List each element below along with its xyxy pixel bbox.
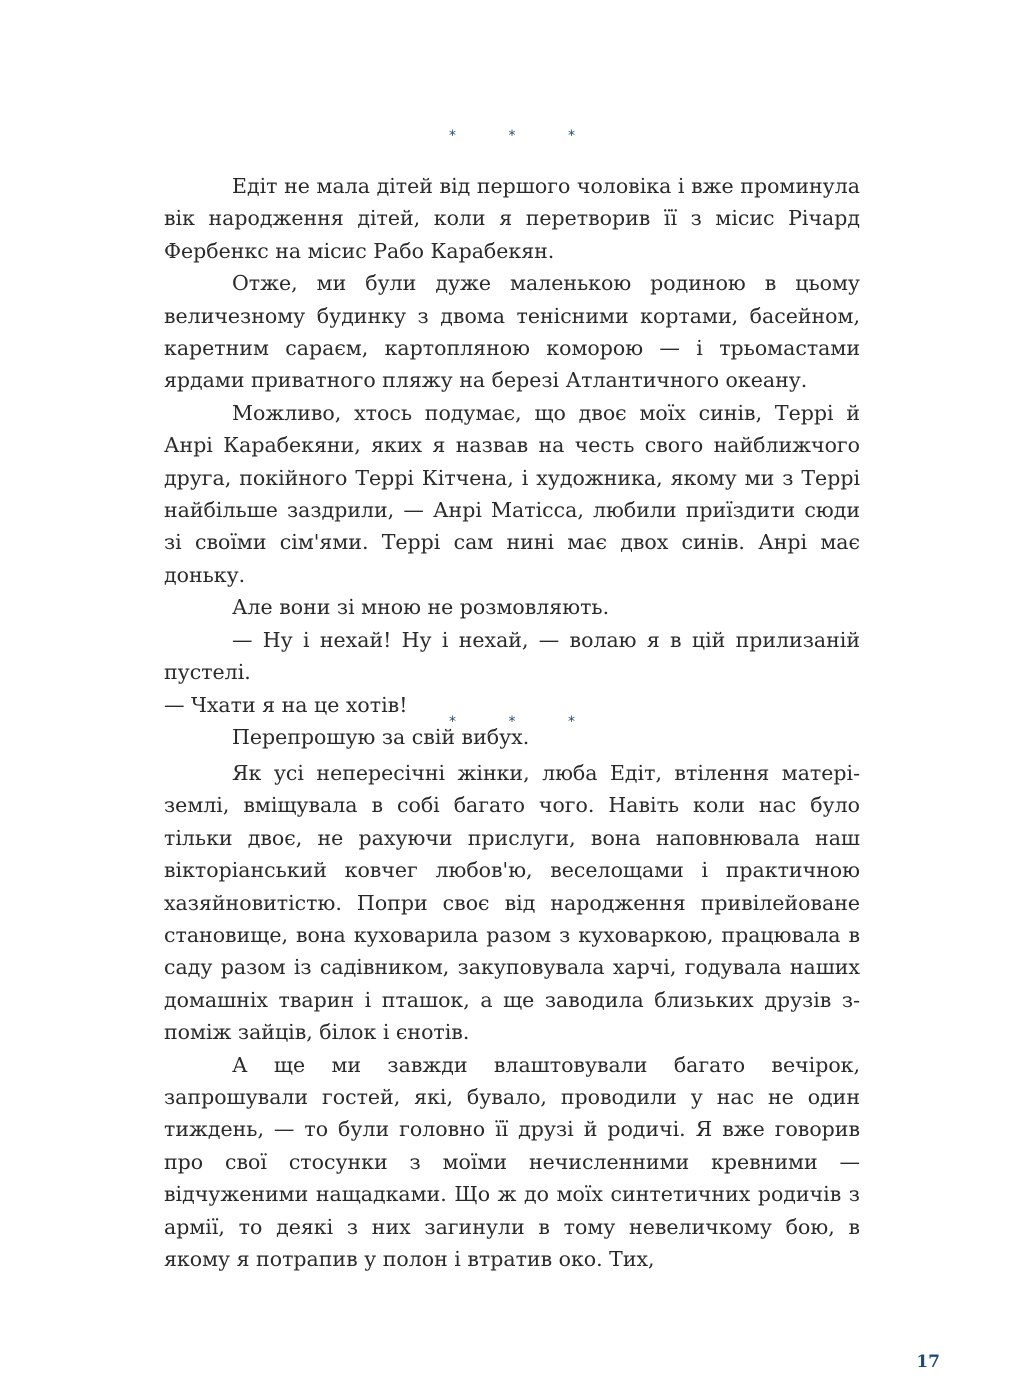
paragraph: Але вони зі мною не розмовляють. [232, 595, 610, 620]
paragraph: Едіт не мала дітей від першого чоловіка і вже проминула вік народження дітей, коли я перетворив її з місис Річард Фербенкс на місис Рабо Карабекян. [164, 174, 860, 263]
section-divider-top [0, 126, 1024, 146]
paragraph: Можливо, хтось подумає, що двоє моїх синів, Террі й Анрі Карабекяни, яких я назвав на честь свого найближчого друга, покійного Террі Кітчена, і художника, якому ми з Террі найбільше заздрили, — Анрі Матісса, любили приїздити сюди зі своїми сім'ями. Террі сам нині має двох синів. Анрі має доньку. [164, 400, 860, 587]
divider-stars: * * * [449, 714, 599, 730]
section-divider-middle [0, 712, 1024, 732]
paragraph: Як усі непересічні жінки, люба Едіт, втілення матері-землі, вміщувала в собі багато чого. Навіть коли нас було тільки двоє, не рахуючи прислуги, вона наповнювала наш вікторіанський ковчег любов'ю, веселощами і практичною хазяйновитістю. Попри своє від народження привілейоване становище, вона куховарила разом з куховаркою, працювала в саду разом із садівником, закуповувала харчі, годувала наших домашніх тварин і пташок, а ще заводила близьких друзів з-поміж зайців, білок і єнотів. [164, 761, 860, 1045]
section-1-text [164, 170, 860, 753]
section-2-text [164, 757, 860, 1276]
divider-stars: * * * [449, 128, 599, 144]
paragraph: — Ну і нехай! Ну і нехай, — волаю я в цій прилизаній пустелі. [164, 627, 860, 685]
paragraph: Отже, ми були дуже маленькою родиною в цьому величезному будинку з двома тенісними кортами, басейном, каретним сараєм, картопляною коморою — і трьомастами ярдами приватного пляжу на березі Атлантичного океану. [164, 271, 860, 393]
page-number: 17 [916, 1352, 940, 1372]
paragraph: — Чхати я на це хотів! [164, 692, 408, 717]
paragraph: Перепрошую за свій вибух. [232, 724, 530, 749]
paragraph: А ще ми завжди влаштовували багато вечірок, запрошували гостей, які, бувало, проводили у нас не один тиждень, — то були головно її друзі й родичі. Я вже говорив про свої стосунки з моїми нечисленними кревними — відчуженими нащадками. Що ж до моїх синтетичних родичів з армії, то деякі з них загинули в тому невеличкому бою, в якому я потрапив у полон і втратив око. Тих, [164, 1052, 860, 1272]
